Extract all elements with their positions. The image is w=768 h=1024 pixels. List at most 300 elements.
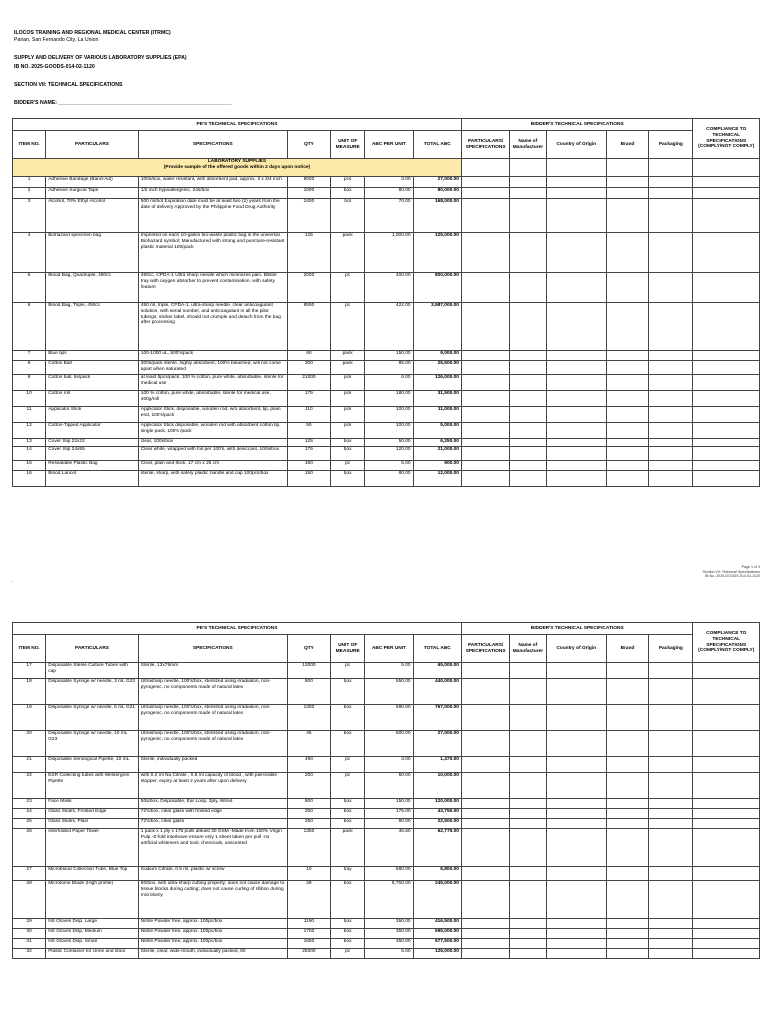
origin-cell[interactable] xyxy=(546,351,606,361)
origin-cell[interactable] xyxy=(546,361,606,375)
bid-particulars-cell[interactable] xyxy=(461,199,509,233)
origin-cell[interactable] xyxy=(546,939,606,949)
packaging-cell[interactable] xyxy=(649,471,693,487)
table-row xyxy=(13,819,760,829)
bid-particulars-cell[interactable] xyxy=(461,177,509,188)
compliance-cell[interactable] xyxy=(693,809,760,819)
compliance-cell[interactable] xyxy=(693,949,760,959)
bid-particulars-cell[interactable] xyxy=(461,705,509,731)
manufacturer-cell[interactable] xyxy=(510,361,546,375)
bid-particulars-cell[interactable] xyxy=(461,867,509,881)
packaging-cell[interactable] xyxy=(649,303,693,351)
origin-cell[interactable] xyxy=(546,773,606,799)
brand-cell[interactable] xyxy=(606,929,648,939)
unit-cell: box xyxy=(331,919,365,929)
compliance-cell[interactable] xyxy=(693,773,760,799)
abc-per-unit-cell: 150.00 xyxy=(365,799,413,809)
packaging-cell[interactable] xyxy=(649,423,693,439)
bid-particulars-cell[interactable] xyxy=(461,407,509,423)
abc-per-unit-cell: 80.00 xyxy=(365,471,413,487)
unit-cell: box xyxy=(331,471,365,487)
compliance-cell[interactable] xyxy=(693,663,760,679)
origin-cell[interactable] xyxy=(546,919,606,929)
compliance-cell[interactable] xyxy=(693,705,760,731)
brand-cell[interactable] xyxy=(606,939,648,949)
unit-cell: pcs xyxy=(331,177,365,188)
packaging-cell[interactable] xyxy=(649,867,693,881)
qty-cell: 50 xyxy=(287,423,330,439)
item-no-cell: 28 xyxy=(13,881,46,919)
brand-cell[interactable] xyxy=(606,273,648,303)
brand-cell[interactable] xyxy=(606,799,648,809)
compliance-cell[interactable] xyxy=(693,199,760,233)
brand-cell[interactable] xyxy=(606,881,648,919)
origin-cell[interactable] xyxy=(546,461,606,471)
bid-particulars-cell[interactable] xyxy=(461,391,509,407)
brand-cell[interactable] xyxy=(606,233,648,273)
packaging-cell[interactable] xyxy=(649,233,693,273)
unit-cell: box xyxy=(331,439,365,447)
packaging-cell[interactable] xyxy=(649,188,693,199)
bid-particulars-cell[interactable] xyxy=(461,819,509,829)
total-abc-cell: 168,000.00 xyxy=(413,199,461,233)
bid-particulars-cell[interactable] xyxy=(461,461,509,471)
brand-cell[interactable] xyxy=(606,705,648,731)
brand-cell[interactable] xyxy=(606,757,648,773)
manufacturer-cell[interactable] xyxy=(510,867,546,881)
manufacturer-cell[interactable] xyxy=(510,949,546,959)
brand-cell[interactable] xyxy=(606,177,648,188)
unit-cell: pc xyxy=(331,461,365,471)
manufacturer-cell[interactable] xyxy=(510,705,546,731)
brand-cell[interactable] xyxy=(606,407,648,423)
total-abc-cell: 43,750.00 xyxy=(413,809,461,819)
item-no-cell: 17 xyxy=(13,663,46,679)
particulars-cell: Blood Lancet xyxy=(46,471,139,487)
item-no-cell: 3 xyxy=(13,199,46,233)
col-packaging: Packaging xyxy=(649,635,693,663)
table-row xyxy=(13,447,760,461)
item-no-cell: 8 xyxy=(13,361,46,375)
bid-particulars-cell[interactable] xyxy=(461,939,509,949)
manufacturer-cell[interactable] xyxy=(510,773,546,799)
manufacturer-cell[interactable] xyxy=(510,423,546,439)
unit-cell: pck xyxy=(331,407,365,423)
abc-per-unit-cell: 680.00 xyxy=(365,867,413,881)
table-row xyxy=(13,471,760,487)
bid-particulars-cell[interactable] xyxy=(461,881,509,919)
packaging-cell[interactable] xyxy=(649,799,693,809)
table-row xyxy=(13,929,760,939)
manufacturer-cell[interactable] xyxy=(510,731,546,757)
section-heading xyxy=(13,159,462,177)
compliance-cell[interactable] xyxy=(693,919,760,929)
total-abc-cell: 11,000.00 xyxy=(413,407,461,423)
manufacturer-cell[interactable] xyxy=(510,799,546,809)
bid-particulars-cell[interactable] xyxy=(461,273,509,303)
item-no-cell: 13 xyxy=(13,439,46,447)
particulars-cell: Cover Slip 22x22 xyxy=(46,439,139,447)
bid-particulars-cell[interactable] xyxy=(461,375,509,391)
specifications-cell: Nitrile Powder free, approx. 100pc/box xyxy=(138,919,287,929)
packaging-cell[interactable] xyxy=(649,757,693,773)
origin-cell[interactable] xyxy=(546,757,606,773)
compliance-cell[interactable] xyxy=(693,391,760,407)
brand-cell[interactable] xyxy=(606,471,648,487)
packaging-cell[interactable] xyxy=(649,929,693,939)
bid-particulars-cell[interactable] xyxy=(461,439,509,447)
total-abc-cell: 125,000.00 xyxy=(413,949,461,959)
particulars-cell: Microblood Collection Tube, Blue Top xyxy=(46,867,139,881)
qty-cell: 25000 xyxy=(287,949,330,959)
manufacturer-cell[interactable] xyxy=(510,663,546,679)
packaging-cell[interactable] xyxy=(649,177,693,188)
manufacturer-cell[interactable] xyxy=(510,391,546,407)
origin-cell[interactable] xyxy=(546,679,606,705)
packaging-cell[interactable] xyxy=(649,439,693,447)
origin-cell[interactable] xyxy=(546,407,606,423)
manufacturer-cell[interactable] xyxy=(510,351,546,361)
col-bid-particulars: PARTICULARS/ SPECIFICATIONS xyxy=(461,635,509,663)
origin-cell[interactable] xyxy=(546,799,606,809)
compliance-cell[interactable] xyxy=(693,881,760,919)
item-no-cell: 9 xyxy=(13,375,46,391)
col-qty: QTY xyxy=(287,131,330,159)
brand-cell[interactable] xyxy=(606,679,648,705)
manufacturer-cell[interactable] xyxy=(510,447,546,461)
manufacturer-cell[interactable] xyxy=(510,199,546,233)
unit-cell: box xyxy=(331,705,365,731)
col-particulars: PARTICULARS xyxy=(46,131,139,159)
origin-cell[interactable] xyxy=(546,199,606,233)
bid-particulars-cell[interactable] xyxy=(461,731,509,757)
compliance-cell[interactable] xyxy=(693,867,760,881)
packaging-cell[interactable] xyxy=(649,447,693,461)
col-total-abc: TOTAL ABC xyxy=(413,131,461,159)
origin-cell[interactable] xyxy=(546,391,606,407)
particulars-cell: Biohazard specimen bag xyxy=(46,233,139,273)
qty-cell: 110 xyxy=(287,407,330,423)
specifications-cell: Nitrile Powder free, approx. 100pc/box xyxy=(138,939,287,949)
brand-cell[interactable] xyxy=(606,375,648,391)
total-abc-cell: 800,000.00 xyxy=(413,273,461,303)
specifications-cell: Applicator Stick disposable, wooden rod with absorbent cotton tip, single pack, 100's /pack xyxy=(138,423,287,439)
packaging-cell[interactable] xyxy=(649,679,693,705)
qty-cell: 13000 xyxy=(287,663,330,679)
origin-cell[interactable] xyxy=(546,423,606,439)
abc-per-unit-cell: 3.00 xyxy=(365,177,413,188)
specifications-cell: 72's/box, clear glass xyxy=(138,819,287,829)
packaging-cell[interactable] xyxy=(649,881,693,919)
bid-particulars-cell[interactable] xyxy=(461,757,509,773)
qty-cell: 1700 xyxy=(287,929,330,939)
item-no-cell: 4 xyxy=(13,233,46,273)
packaging-cell[interactable] xyxy=(649,939,693,949)
bid-particulars-cell[interactable] xyxy=(461,809,509,819)
item-no-cell: 18 xyxy=(13,679,46,705)
total-abc-cell: 31,500.00 xyxy=(413,391,461,407)
packaging-cell[interactable] xyxy=(649,361,693,375)
particulars-cell: Cover Slip 24x55 xyxy=(46,447,139,461)
abc-per-unit-cell: 70.00 xyxy=(365,199,413,233)
compliance-header: COMPLIANCE TO TECHNICAL SPECIFICATIONS (COMPLY/NOT COMPLY) xyxy=(693,119,760,159)
manufacturer-cell[interactable] xyxy=(510,679,546,705)
origin-cell[interactable] xyxy=(546,829,606,867)
abc-per-unit-cell: 175.00 xyxy=(365,809,413,819)
unit-cell: tray xyxy=(331,867,365,881)
qty-cell: 1190 xyxy=(287,919,330,929)
brand-cell[interactable] xyxy=(606,731,648,757)
brand-cell[interactable] xyxy=(606,867,648,881)
bid-particulars-cell[interactable] xyxy=(461,679,509,705)
total-abc-cell: 27,000.00 xyxy=(413,177,461,188)
brand-cell[interactable] xyxy=(606,819,648,829)
packaging-cell[interactable] xyxy=(649,391,693,407)
col-item-no: ITEM NO. xyxy=(13,131,46,159)
brand-cell[interactable] xyxy=(606,303,648,351)
brand-cell[interactable] xyxy=(606,361,648,375)
abc-per-unit-cell: 422.00 xyxy=(365,303,413,351)
qty-cell: 2400 xyxy=(287,199,330,233)
bid-particulars-cell[interactable] xyxy=(461,471,509,487)
manufacturer-cell[interactable] xyxy=(510,303,546,351)
manufacturer-cell[interactable] xyxy=(510,881,546,919)
qty-cell: 800 xyxy=(287,799,330,809)
manufacturer-cell[interactable] xyxy=(510,471,546,487)
origin-cell[interactable] xyxy=(546,819,606,829)
qty-cell: 60 xyxy=(287,351,330,361)
specifications-cell: Nitrile Powder free, approx. 100pc/box xyxy=(138,929,287,939)
table-row xyxy=(13,199,760,233)
manufacturer-cell[interactable] xyxy=(510,929,546,939)
col-unit: UNIT OF MEASURE xyxy=(331,635,365,663)
compliance-cell[interactable] xyxy=(693,439,760,447)
compliance-cell[interactable] xyxy=(693,375,760,391)
origin-cell[interactable] xyxy=(546,867,606,881)
packaging-cell[interactable] xyxy=(649,949,693,959)
manufacturer-cell[interactable] xyxy=(510,407,546,423)
origin-cell[interactable] xyxy=(546,881,606,919)
manufacturer-cell[interactable] xyxy=(510,939,546,949)
packaging-cell[interactable] xyxy=(649,351,693,361)
manufacturer-cell[interactable] xyxy=(510,375,546,391)
abc-per-unit-cell: 120.00 xyxy=(365,447,413,461)
total-abc-cell: 1,470.00 xyxy=(413,757,461,773)
packaging-cell[interactable] xyxy=(649,705,693,731)
packaging-cell[interactable] xyxy=(649,919,693,929)
qty-cell: 800 xyxy=(287,679,330,705)
compliance-cell[interactable] xyxy=(693,461,760,471)
bid-particulars-cell[interactable] xyxy=(461,829,509,867)
brand-cell[interactable] xyxy=(606,663,648,679)
abc-per-unit-cell: 80.00 xyxy=(365,188,413,199)
manufacturer-cell[interactable] xyxy=(510,757,546,773)
packaging-cell[interactable] xyxy=(649,663,693,679)
table-row xyxy=(13,809,760,819)
abc-per-unit-cell: 350.00 xyxy=(365,939,413,949)
ib-number: IB NO. 2025-GOODS-014-02-1120 xyxy=(14,64,95,70)
bid-particulars-cell[interactable] xyxy=(461,303,509,351)
brand-cell[interactable] xyxy=(606,391,648,407)
brand-cell[interactable] xyxy=(606,461,648,471)
bid-particulars-cell[interactable] xyxy=(461,447,509,461)
qty-cell: 175 xyxy=(287,447,330,461)
table-row xyxy=(13,188,760,199)
compliance-cell[interactable] xyxy=(693,679,760,705)
particulars-cell: NS Gloves Disp. Medium xyxy=(46,929,139,939)
brand-cell[interactable] xyxy=(606,447,648,461)
bidders-name-line: BIDDER'S NAME: ____________________________________________________________ xyxy=(14,100,232,106)
manufacturer-cell[interactable] xyxy=(510,273,546,303)
bid-particulars-cell[interactable] xyxy=(461,929,509,939)
bid-particulars-cell[interactable] xyxy=(461,799,509,809)
packaging-cell[interactable] xyxy=(649,731,693,757)
item-no-cell: 5 xyxy=(13,273,46,303)
bid-particulars-cell[interactable] xyxy=(461,423,509,439)
bid-particulars-cell[interactable] xyxy=(461,233,509,273)
col-bid-particulars: PARTICULARS/ SPECIFICATIONS xyxy=(461,131,509,159)
brand-cell[interactable] xyxy=(606,439,648,447)
bid-particulars-cell[interactable] xyxy=(461,773,509,799)
origin-cell[interactable] xyxy=(546,177,606,188)
packaging-cell[interactable] xyxy=(649,375,693,391)
brand-cell[interactable] xyxy=(606,188,648,199)
particulars-cell: Face Mask xyxy=(46,799,139,809)
col-manufacturer: Name of Manufacturer xyxy=(510,131,546,159)
packaging-cell[interactable] xyxy=(649,773,693,799)
bid-particulars-cell[interactable] xyxy=(461,949,509,959)
compliance-cell[interactable] xyxy=(693,351,760,361)
manufacturer-cell[interactable] xyxy=(510,233,546,273)
spec-table-page-2 xyxy=(12,622,760,959)
brand-cell[interactable] xyxy=(606,829,648,867)
origin-cell[interactable] xyxy=(546,705,606,731)
brand-cell[interactable] xyxy=(606,423,648,439)
specifications-cell: Applicator Stick, disposable, wooden rod, w/o absorbent, tip, plain end, 100's/pack xyxy=(138,407,287,423)
origin-cell[interactable] xyxy=(546,447,606,461)
compliance-cell[interactable] xyxy=(693,819,760,829)
table-row xyxy=(13,461,760,471)
compliance-cell[interactable] xyxy=(693,423,760,439)
origin-cell[interactable] xyxy=(546,663,606,679)
bid-particulars-cell[interactable] xyxy=(461,188,509,199)
table-row xyxy=(13,679,760,705)
col-brand: Brand xyxy=(606,635,648,663)
origin-cell[interactable] xyxy=(546,929,606,939)
manufacturer-cell[interactable] xyxy=(510,461,546,471)
packaging-cell[interactable] xyxy=(649,809,693,819)
bid-particulars-cell[interactable] xyxy=(461,663,509,679)
item-no-cell: 23 xyxy=(13,799,46,809)
footer-ib: IB No. 2025-GOODS-014-02-1120 xyxy=(705,574,760,578)
specifications-cell: 50/box, with ultra-sharp cutting property; does not cause damage to tissue blocks during cutting; does not cause curling of ribbon during microtomy xyxy=(138,881,287,919)
origin-cell[interactable] xyxy=(546,439,606,447)
manufacturer-cell[interactable] xyxy=(510,829,546,867)
manufacturer-cell[interactable] xyxy=(510,188,546,199)
packaging-cell[interactable] xyxy=(649,461,693,471)
abc-per-unit-cell: 50.00 xyxy=(365,773,413,799)
origin-cell[interactable] xyxy=(546,731,606,757)
particulars-cell: Cotton Ball xyxy=(46,361,139,375)
origin-cell[interactable] xyxy=(546,188,606,199)
manufacturer-cell[interactable] xyxy=(510,439,546,447)
manufacturer-cell[interactable] xyxy=(510,809,546,819)
packaging-cell[interactable] xyxy=(649,273,693,303)
compliance-cell[interactable] xyxy=(693,177,760,188)
unit-cell: box xyxy=(331,447,365,461)
qty-cell: 175 xyxy=(287,391,330,407)
bid-particulars-cell[interactable] xyxy=(461,351,509,361)
total-abc-cell: 440,000.00 xyxy=(413,679,461,705)
item-no-cell: 21 xyxy=(13,757,46,773)
compliance-cell[interactable] xyxy=(693,233,760,273)
compliance-cell[interactable] xyxy=(693,471,760,487)
abc-per-unit-cell: 3.00 xyxy=(365,757,413,773)
packaging-cell[interactable] xyxy=(649,819,693,829)
particulars-cell: Disposable Serological Pipette, 10 mL xyxy=(46,757,139,773)
qty-cell: 250 xyxy=(287,809,330,819)
particulars-cell: Interfolded Paper Towel xyxy=(46,829,139,867)
origin-cell[interactable] xyxy=(546,809,606,819)
compliance-cell[interactable] xyxy=(693,757,760,773)
compliance-cell[interactable] xyxy=(693,731,760,757)
packaging-cell[interactable] xyxy=(649,199,693,233)
compliance-cell[interactable] xyxy=(693,407,760,423)
brand-cell[interactable] xyxy=(606,919,648,929)
specifications-cell: 1 pack x 1 ply x 175 pulls atleast 30 GSM -Made from 100% Virgin Pulp -Z-fold interleave ensure only 1 sheet taken per pull -no artificial whiteners and toxic chemicals, unscented xyxy=(138,829,287,867)
item-no-cell: 11 xyxy=(13,407,46,423)
table-row xyxy=(13,177,760,188)
brand-cell[interactable] xyxy=(606,773,648,799)
compliance-cell[interactable] xyxy=(693,361,760,375)
total-abc-cell: 126,000.00 xyxy=(413,375,461,391)
compliance-cell[interactable] xyxy=(693,188,760,199)
total-abc-cell: 9,000.00 xyxy=(413,351,461,361)
packaging-cell[interactable] xyxy=(649,829,693,867)
brand-cell[interactable] xyxy=(606,351,648,361)
compliance-cell[interactable] xyxy=(693,273,760,303)
origin-cell[interactable] xyxy=(546,471,606,487)
bid-particulars-cell[interactable] xyxy=(461,361,509,375)
origin-cell[interactable] xyxy=(546,375,606,391)
origin-cell[interactable] xyxy=(546,949,606,959)
compliance-cell[interactable] xyxy=(693,447,760,461)
brand-cell[interactable] xyxy=(606,809,648,819)
abc-per-unit-cell: 350.00 xyxy=(365,919,413,929)
table-row xyxy=(13,757,760,773)
table-row xyxy=(13,939,760,949)
compliance-cell[interactable] xyxy=(693,303,760,351)
compliance-cell[interactable] xyxy=(693,829,760,867)
section-heading-note: (Provide sample of the offered goods within 2 days upon notice) xyxy=(163,164,311,170)
bid-particulars-cell[interactable] xyxy=(461,919,509,929)
origin-cell[interactable] xyxy=(546,303,606,351)
packaging-cell[interactable] xyxy=(649,407,693,423)
brand-cell[interactable] xyxy=(606,949,648,959)
origin-cell[interactable] xyxy=(546,233,606,273)
manufacturer-cell[interactable] xyxy=(510,919,546,929)
project-title: SUPPLY AND DELIVERY OF VARIOUS LABORATORY SUPPLIES (EPA) xyxy=(14,55,187,61)
compliance-cell[interactable] xyxy=(693,929,760,939)
compliance-cell[interactable] xyxy=(693,799,760,809)
brand-cell[interactable] xyxy=(606,199,648,233)
origin-cell[interactable] xyxy=(546,273,606,303)
particulars-cell: Applicator Stick xyxy=(46,407,139,423)
manufacturer-cell[interactable] xyxy=(510,819,546,829)
manufacturer-cell[interactable] xyxy=(510,177,546,188)
compliance-cell[interactable] xyxy=(693,939,760,949)
item-no-cell: 29 xyxy=(13,919,46,929)
